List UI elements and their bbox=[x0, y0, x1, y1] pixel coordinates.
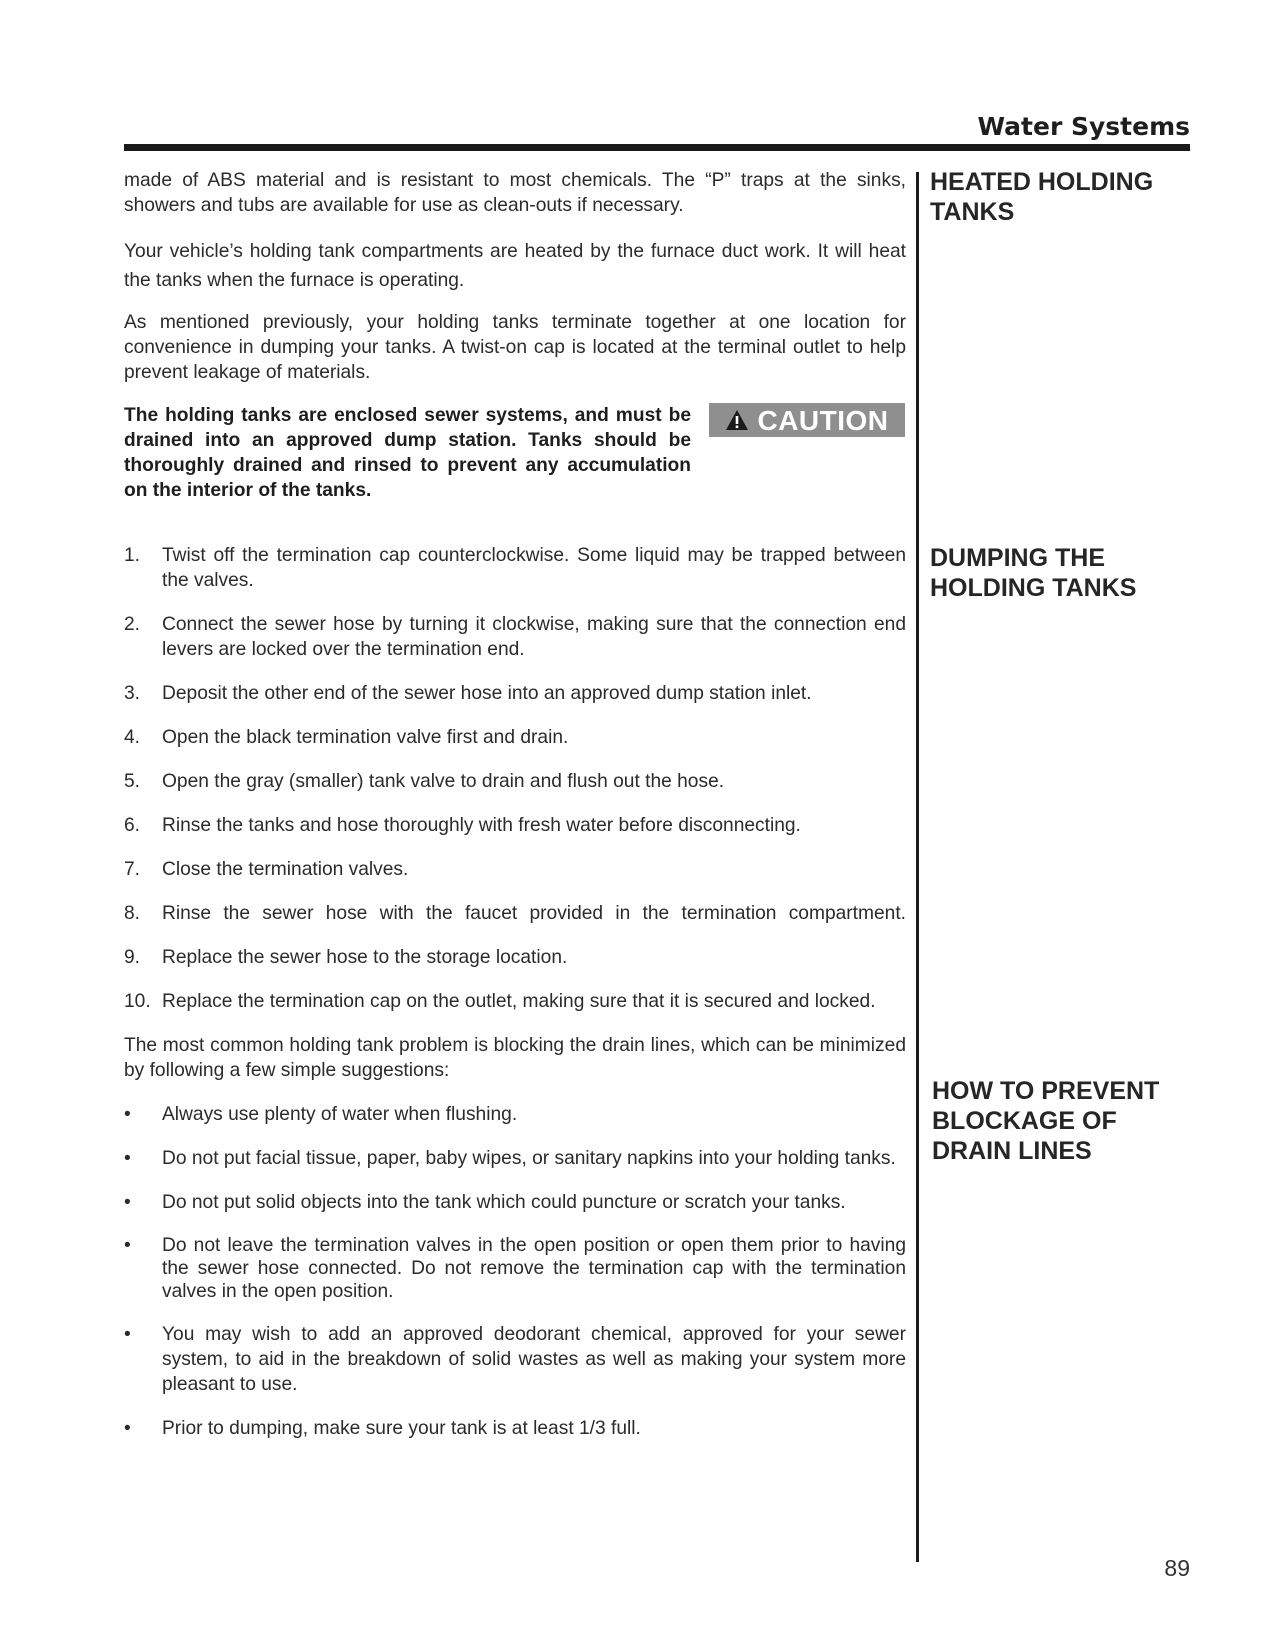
header-rule bbox=[124, 144, 1190, 151]
dumping-steps-list bbox=[124, 543, 906, 1014]
caution-block bbox=[124, 403, 906, 503]
blockage-bullet-list bbox=[124, 1102, 906, 1441]
list-item: • Do not put solid objects into the tank which could puncture or scratch your tanks. bbox=[124, 1192, 846, 1213]
intro-paragraph-3: As mentioned previously, your holding tanks terminate together at one location for convenience in dumping your tanks. A twist-on cap is located at the terminal outlet to help prevent leakage of materials. bbox=[124, 312, 906, 383]
intro-paragraph-2: Your vehicle’s holding tank compartments are heated by the furnace duct work. It will heat the tanks when the furnace is operating. bbox=[124, 241, 906, 291]
caution-text: The holding tanks are enclosed sewer systems, and must be drained into an approved dump station. Tanks should be thoroughly drained and rinsed to prevent any accumulation on the interior of the tanks. bbox=[124, 405, 691, 501]
list-item: 9. Replace the sewer hose to the storage location. bbox=[124, 947, 568, 968]
list-item: 1. Twist off the termination cap counterclockwise. Some liquid may be trapped between the valves. bbox=[124, 545, 906, 591]
list-item: 7. Close the termination valves. bbox=[124, 859, 409, 880]
main-column bbox=[124, 168, 906, 1441]
list-item: 5. Open the gray (smaller) tank valve to drain and flush out the hose. bbox=[124, 771, 725, 792]
caution-badge bbox=[709, 403, 905, 437]
heading-heated-holding-tanks: HEATED HOLDING TANKS bbox=[930, 168, 1154, 226]
list-item: • Always use plenty of water when flushing. bbox=[124, 1104, 518, 1125]
list-item: • Do not leave the termination valves in the open position or open them prior to having the sewer hose connected. Do not remove the termination cap with the termination valves in the open position. bbox=[124, 1235, 906, 1302]
list-item: 2. Connect the sewer hose by turning it clockwise, making sure that the connection end levers are locked over the termination end. bbox=[124, 614, 906, 660]
list-item: 4. Open the black termination valve first and drain. bbox=[124, 727, 569, 748]
list-item: • Prior to dumping, make sure your tank is at least 1/3 full. bbox=[124, 1418, 641, 1439]
caution-label: CAUTION bbox=[757, 404, 889, 436]
list-item: 8. Rinse the sewer hose with the faucet provided in the termination compartment. bbox=[124, 903, 906, 924]
page-number: 89 bbox=[1164, 1555, 1190, 1581]
heading-dumping-holding-tanks: DUMPING THE HOLDING TANKS bbox=[930, 544, 1137, 602]
list-item: 3. Deposit the other end of the sewer hose into an approved dump station inlet. bbox=[124, 683, 812, 704]
list-item: 6. Rinse the tanks and hose thoroughly with fresh water before disconnecting. bbox=[124, 815, 801, 836]
heading-prevent-blockage: HOW TO PREVENT BLOCKAGE OF DRAIN LINES bbox=[932, 1077, 1160, 1165]
list-item: • Do not put facial tissue, paper, baby wipes, or sanitary napkins into your holding tanks. bbox=[124, 1148, 896, 1169]
column-divider bbox=[916, 172, 919, 1562]
warning-triangle-icon bbox=[725, 409, 749, 431]
list-item: • You may wish to add an approved deodorant chemical, approved for your sewer system, to aid in the breakdown of solid wastes as well as making your system more pleasant to use. bbox=[124, 1324, 906, 1395]
blockage-intro: The most common holding tank problem is blocking the drain lines, which can be minimized by following a few simple suggestions: bbox=[124, 1035, 906, 1081]
list-item: 10. Replace the termination cap on the outlet, making sure that it is secured and locked. bbox=[124, 991, 876, 1012]
section-title: Water Systems bbox=[977, 112, 1190, 141]
intro-paragraph-1: made of ABS material and is resistant to most chemicals. The “P” traps at the sinks, showers and tubs are available for use as clean-outs if necessary. bbox=[124, 170, 906, 216]
